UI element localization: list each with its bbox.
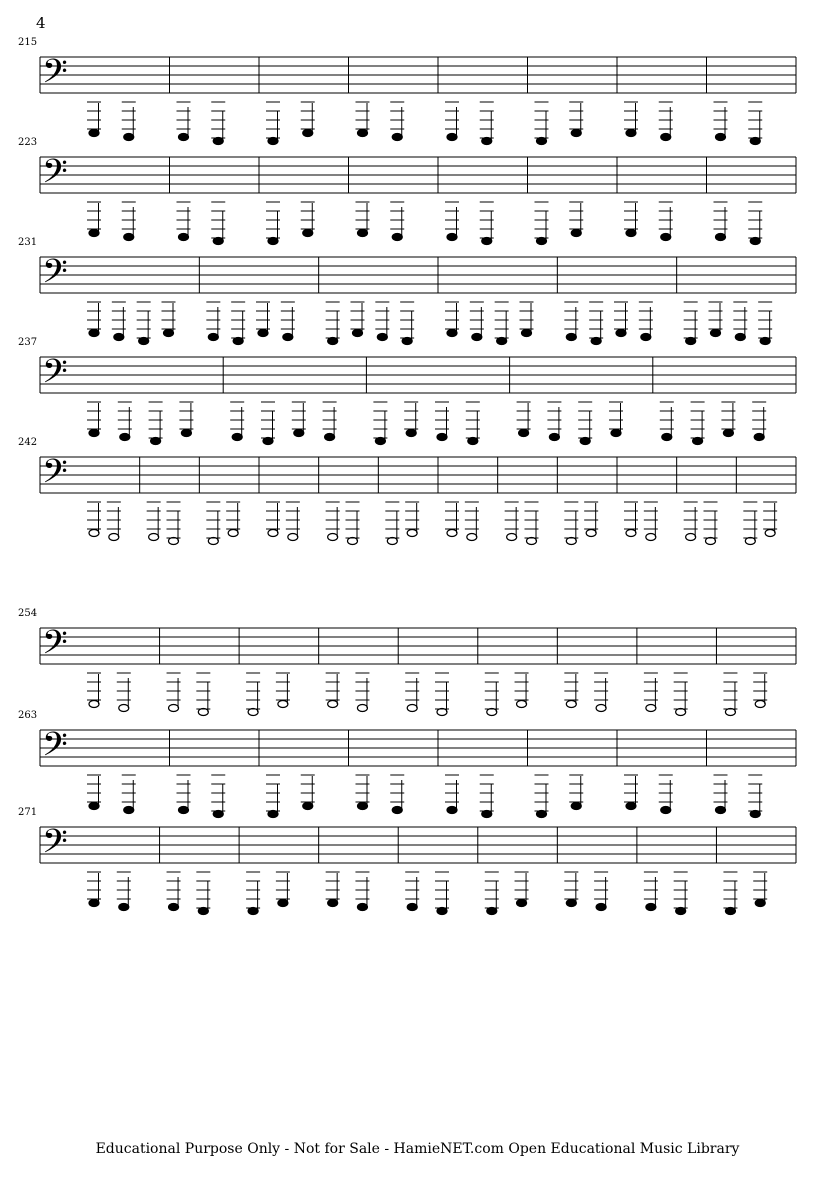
note-head [676, 908, 686, 915]
note-head [725, 908, 735, 915]
measure-number: 223 [18, 137, 38, 148]
measure-number: 271 [18, 807, 38, 818]
note-head [149, 534, 159, 541]
bass-clef-icon: 𝄢 [42, 453, 68, 499]
note-head [507, 534, 517, 541]
note-head [288, 534, 298, 541]
note-head [626, 530, 636, 537]
note-head [119, 904, 129, 911]
note-head [566, 538, 576, 545]
note-head [328, 534, 338, 541]
note-head [765, 530, 775, 537]
note-head [527, 538, 537, 545]
measure-number: 254 [18, 608, 38, 619]
measure-number: 231 [18, 237, 38, 248]
note-head [89, 530, 99, 537]
note-head [646, 534, 656, 541]
note-head [566, 900, 576, 907]
bass-clef-icon: 𝄢 [42, 53, 68, 99]
bass-clef-icon: 𝄢 [42, 253, 68, 299]
note-head [447, 530, 457, 537]
note-head [755, 900, 765, 907]
note-head [745, 538, 755, 545]
note-head [278, 900, 288, 907]
note-head [646, 904, 656, 911]
note-head [407, 904, 417, 911]
bass-clef-icon: 𝄢 [42, 153, 68, 199]
note-head [437, 908, 447, 915]
note-head [596, 904, 606, 911]
bass-clef-icon: 𝄢 [42, 726, 68, 772]
note-head [228, 530, 238, 537]
bass-clef-icon: 𝄢 [42, 624, 68, 670]
measure-number: 237 [18, 337, 38, 348]
measure-number: 215 [18, 37, 38, 48]
staff-system [0, 417, 835, 567]
note-head [268, 530, 278, 537]
note-head [467, 534, 477, 541]
note-head [586, 530, 596, 537]
bass-clef-icon: 𝄢 [42, 353, 68, 399]
note-head [706, 538, 716, 545]
note-head [89, 900, 99, 907]
note-head [198, 908, 208, 915]
note-head [517, 900, 527, 907]
note-head [387, 538, 397, 545]
note-head [686, 534, 696, 541]
bass-clef-icon: 𝄢 [42, 823, 68, 869]
note-head [169, 538, 179, 545]
staff-system [0, 787, 835, 937]
measure-number: 263 [18, 710, 38, 721]
note-head [248, 908, 258, 915]
note-head [169, 904, 179, 911]
note-head [328, 900, 338, 907]
page-number: 4 [36, 14, 46, 32]
note-head [348, 538, 358, 545]
footer-text: Educational Purpose Only - Not for Sale - HamieNET.com Open Educational Music Library [95, 1141, 740, 1157]
measure-number: 242 [18, 437, 38, 448]
note-head [487, 908, 497, 915]
note-head [407, 530, 417, 537]
note-head [357, 904, 367, 911]
note-head [109, 534, 119, 541]
note-head [208, 538, 218, 545]
